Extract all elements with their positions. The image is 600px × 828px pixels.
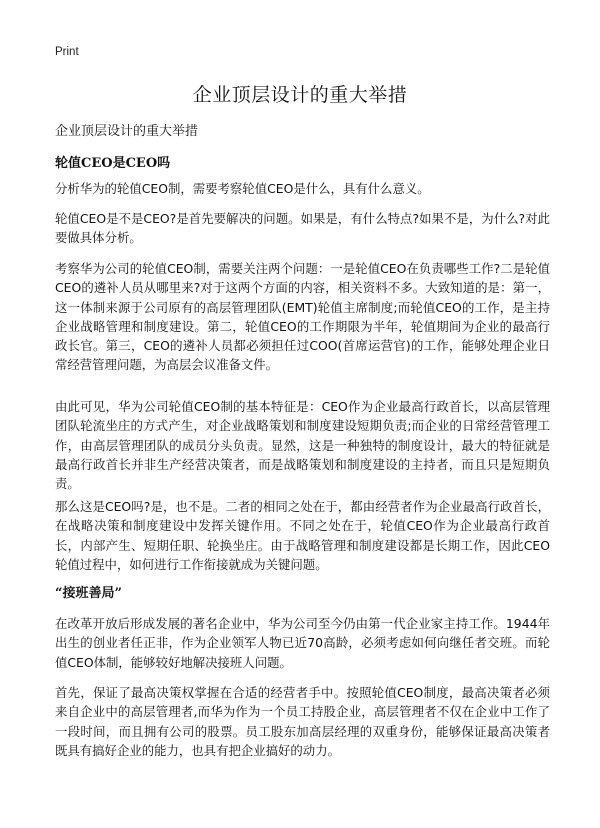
section-heading: 轮值CEO是CEO吗 bbox=[55, 156, 171, 171]
document-subtitle: 企业顶层设计的重大举措 bbox=[55, 124, 199, 139]
paragraph: 首先，保证了最高决策权掌握在合适的经营者手中。按照轮值CEO制度，最高决策者必须来自企业中的高层管理者,而华为作为一个员工持股企业，高层管理者不仅在企业中工作了一段时间，而且拥有公司的股票。员工股东加高层经理的双重身份，能够保证最高决策者既具有搞好企业的能力，也具有把企业搞好的动力。 bbox=[55, 685, 550, 758]
paragraph: 在改革开放后形成发展的著名企业中，华为公司至今仍由第一代企业家主持工作。1944年出生的创业者任正非，作为企业领军人物已近70高龄，必须考虑如何向继任者交班。而轮值CEO体制，能够较好地解决接班人问题。 bbox=[55, 616, 550, 670]
paragraph: 考察华为公司的轮值CEO制，需要关注两个问题：一是轮值CEO在负责哪些工作?二是轮值CEO的遴补人员从哪里来?对于这两个方面的内容，相关资料不多。大致知道的是：第一，这一体制来源于公司原有的高层管理团队(EMT)轮值主席制度;而轮值CEO的工作，是主持企业战略管理和制度建设。第二，轮值CEO的工作期限为半年，轮值期间为企业的最高行政长官。第三，CEO的遴补人员都必须担任过COO(首席运营官)的工作，能够处理企业日常经营管理问题，为高层会议准备文件。 bbox=[55, 261, 550, 373]
paragraph: 分析华为的轮值CEO制，需要考察轮值CEO是什么，具有什么意义。 bbox=[55, 181, 430, 196]
section-heading: “接班善局” bbox=[55, 586, 122, 601]
paragraph: 由此可见，华为公司轮值CEO制的基本特征是：CEO作为企业最高行政首长，以高层管理团队轮流坐庄的方式产生，对企业战略策划和制度建设短期负责;而企业的日常经营管理工作，由高层管理团队的成员分头负责。显然，这是一种独特的制度设计，最大的特征就是最高行政首长并非生产经营决策者，而是战略策划和制度建设的主持者，而且只是短期负责。 bbox=[55, 399, 550, 492]
paragraph: 轮值CEO是不是CEO?是首先要解决的问题。如果是，有什么特点?如果不是，为什么?对此要做具体分析。 bbox=[55, 211, 550, 246]
print-link[interactable]: Print bbox=[55, 46, 79, 58]
document-title: 企业顶层设计的重大举措 bbox=[192, 84, 408, 106]
paragraph: 那么这是CEO吗?是，也不是。二者的相同之处在于，都由经营者作为企业最高行政首长，在战略决策和制度建设中发挥关键作用。不同之处在于，轮值CEO作为企业最高行政首长，内部产生、短期任职、轮换坐庄。由于战略管理和制度建设都是长期工作，因此CEO轮值过程中，如何进行工作衔接就成为关键问题。 bbox=[55, 499, 550, 572]
